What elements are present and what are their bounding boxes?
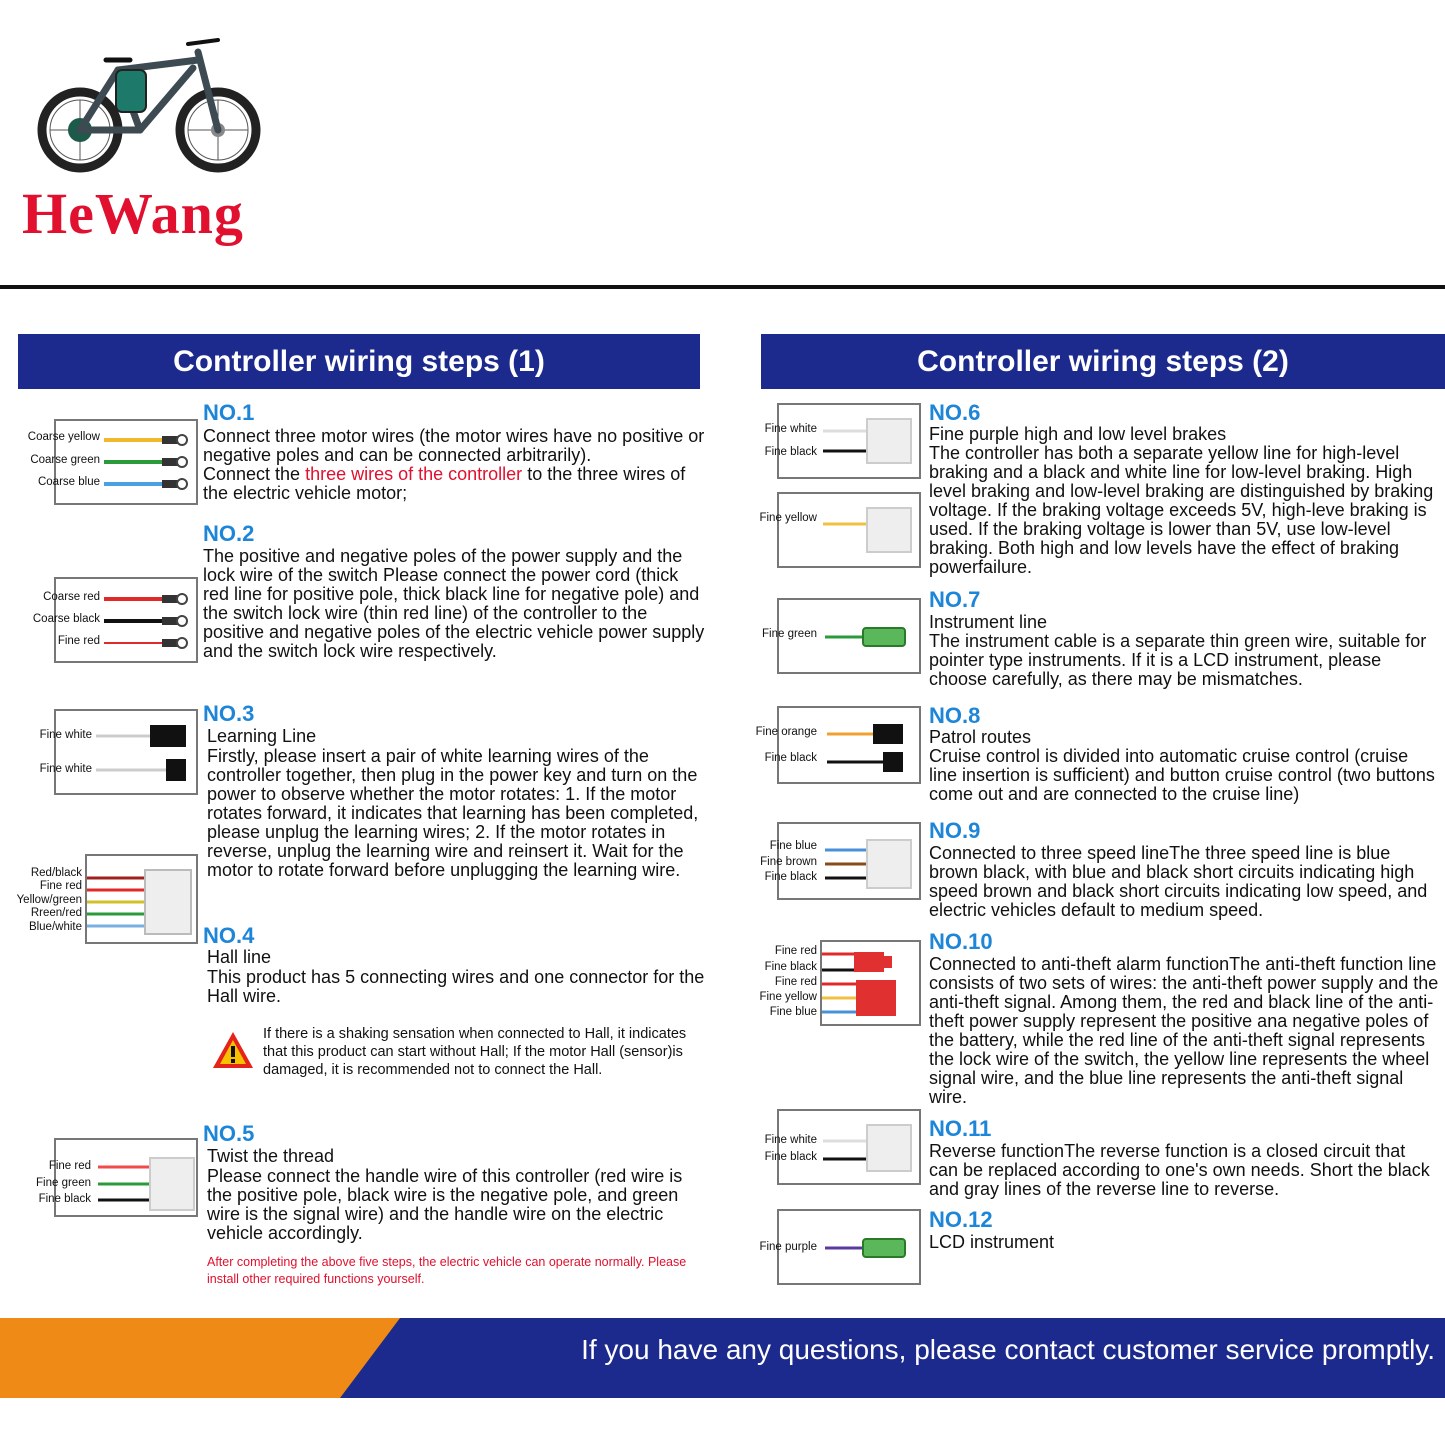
wire-label: Fine white [39,763,92,775]
step-number: NO.4 [203,923,255,948]
step-body: Cruise control is divided into automatic cruise control (cruise line insertion is sufficient) and button cruise control (two buttons come out and are connected to the cruise line) [929,746,1435,804]
wire-label: Fine black [764,961,817,973]
step-subtitle: Hall line [207,947,272,967]
step-number: NO.9 [929,818,981,843]
wire-label: Coarse black [32,613,100,625]
wire-label: Blue/white [28,921,82,933]
wire-label: Fine white [764,423,817,435]
wire-label: Fine red [39,880,82,892]
wire-label: Yellow/green [16,894,82,906]
wire-label: Fine black [764,1151,817,1163]
wire-label: Fine blue [769,1006,817,1018]
wire-label: Fine blue [769,840,817,852]
anti-theft-wire-diagram [820,940,921,1026]
header-divider [0,285,1445,289]
step-subtitle: Twist the thread [207,1146,335,1166]
wire-label: Fine red [57,635,100,647]
wire-label: Fine black [764,752,817,764]
step-body: Connected to three speed lineThe three speed line is blue brown black, with blue and black short circuits indicating high speed brown and black short circuits indicating low speed, and electric vehicles default to medium speed. [929,843,1428,920]
wire-label: Fine red [774,976,817,988]
wire-label: Fine white [39,729,92,741]
step-body: Connect three motor wires (the motor wires have no positive or negative poles and can be connected arbitrarily). [203,426,705,465]
ebike-illustration [18,30,263,180]
wire-label: Fine red [48,1160,91,1172]
wire-label: Fine purple [759,1241,817,1253]
step-number: NO.1 [203,400,255,425]
wire-label: Fine yellow [759,991,817,1003]
brake-low-diagram [777,403,921,479]
right-panel-title: Controller wiring steps (2) [761,334,1445,389]
wire-label: Red/black [30,867,82,879]
step3-wire-diagram [54,709,198,795]
step-number: NO.7 [929,587,981,612]
warning-text: If there is a shaking sensation when connected to Hall, it indicates that this product can start without Hall; If the motor Hall (sensor)is damaged, it is recommended not to connect the Hall. [263,1026,687,1078]
wire-label: Fine black [764,446,817,458]
hall-connector-diagram [85,854,198,944]
step-number: NO.3 [203,701,255,726]
reverse-wire-diagram [777,1109,921,1185]
wire-label: Coarse blue [37,476,100,488]
wire-label: Fine white [764,1134,817,1146]
final-note: After completing the above five steps, the electric vehicle can operate normally. Please install other required functions yourself. [207,1255,687,1286]
step-number: NO.12 [929,1207,993,1232]
step-body: This product has 5 connecting wires and one connector for the Hall wire. [207,967,705,1006]
step-subtitle: Instrument line [929,612,1048,632]
step-subtitle: Learning Line [207,726,317,746]
step-body: LCD instrument [929,1232,1055,1252]
step-subtitle: Patrol routes [929,727,1032,747]
wire-label: Fine yellow [759,512,817,524]
step-body: Reverse functionThe reverse function is a closed circuit that can be replaced according to one's own needs. Short the black and gray lines of the reverse line to reverse. [929,1141,1430,1199]
left-panel-title: Controller wiring steps (1) [18,334,700,389]
step-body: Connected to anti-theft alarm functionThe anti-theft function line consists of two sets of wires: the anti-theft power supply and the anti-theft signal. Among them, the red and black line of the anti-theft power supply represent the positive ana negative poles of the battery, while the red line of the anti-theft signal represents the lock wire of the switch, the yellow line represents the wheel signal wire, and the blue line represents the anti-theft signal wire. [929,954,1439,1107]
step-body: The controller has both a separate yellow line for high-level braking and a black and white line for low-level braking. High level braking and low-level braking are distinguished by braking voltage. If the braking voltage exceeds 5V, high-leve braking is used. If the braking voltage is lower than 5V, use low-level braking. Both high and low levels have the effect of braking powerfailure. [929,443,1434,577]
wire-label: Rreen/red [30,907,82,919]
wire-label: Fine black [764,871,817,883]
cruise-wire-diagram [777,706,921,784]
step-number: NO.11 [929,1116,992,1141]
brand-logo: HeWang [22,181,244,246]
wire-label: Fine green [762,628,817,640]
step-number: NO.6 [929,400,981,425]
step-body: Firstly, please insert a pair of white learning wires of the controller together, then plug in the power key and turn on the power to observe whether the motor rotates: 1. If the motor rotates forward, it indicates that learning has been completed, please unplug the learning wires; 2. If the motor rotates in reverse, unplug the learning wire and reinsert it. Wait for the motor to rotate forward before unplugging the learning wire. [207,746,699,880]
footer-text: If you have any questions, please contact customer service promptly. [581,1334,1435,1365]
step-body: Please connect the handle wire of this controller (red wire is the positive pole, black wire is the negative pole, and green wire is the signal wire) and the handle wire on the electric vehicle accordingly. [207,1166,683,1243]
step-number: NO.8 [929,703,981,728]
wire-label: Fine black [38,1193,91,1205]
step-body: The positive and negative poles of the power supply and the lock wire of the switch Please connect the power cord (thick red line for positive pole, thick black line for negative pole) and the switch lock wire (thin red line) of the controller to the positive and negative poles of the electric vehicle power supply and the switch lock wire respectively. [203,546,705,661]
wire-label: Coarse red [43,591,100,603]
wire-label: Fine orange [755,726,817,738]
step-subtitle: Fine purple high and low level brakes [929,424,1227,444]
wire-label: Fine brown [760,856,817,868]
wire-label: Coarse yellow [27,431,100,443]
step-body: The instrument cable is a separate thin green wire, suitable for pointer type instruments. If it is a LCD instrument, please choose carefully, as there may be mismatches. [929,631,1427,689]
warning-icon [211,1030,255,1070]
step-number: NO.2 [203,521,255,546]
wire-label: Coarse green [30,454,100,466]
wire-label: Fine green [36,1177,91,1189]
step-body-connect: Connect the three wires of the controller to the three wires of the electric vehicle motor; [203,464,686,503]
brake-high-diagram [777,492,921,568]
highlight-text: three wires of the controller [305,464,523,484]
step-number: NO.5 [203,1121,255,1146]
step-number: NO.10 [929,929,993,954]
wire-label: Fine red [774,945,817,957]
